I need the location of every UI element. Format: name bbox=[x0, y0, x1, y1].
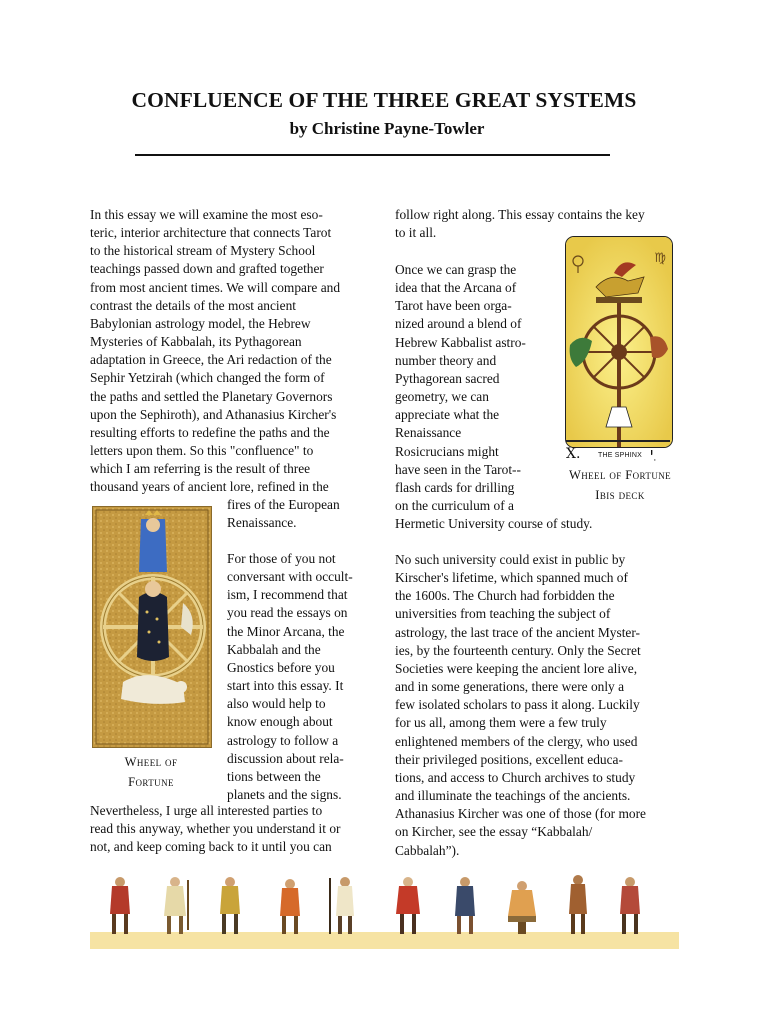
paragraph-line: follow right along. This essay contains the key bbox=[395, 207, 645, 222]
frieze-figure bbox=[220, 877, 240, 934]
paragraph-line: their privileged positions, excellent educa- bbox=[395, 751, 623, 767]
frieze-figure bbox=[455, 877, 475, 934]
author-byline: by Christine Payne-Towler bbox=[289, 119, 485, 138]
paragraph-line: conversant with occult- bbox=[227, 569, 353, 585]
frieze-figure bbox=[508, 881, 536, 934]
paragraph-line: resulting efforts to redefine the paths and the bbox=[90, 424, 330, 440]
sphinx-card-baseline bbox=[566, 440, 670, 442]
paragraph-line: astrology to follow a bbox=[227, 732, 339, 748]
paragraph-line: Sephir Yetzirah (which changed the form of bbox=[90, 370, 325, 386]
paragraph-line: the Minor Arcana, the bbox=[227, 623, 345, 639]
paragraph-line: fires of the European bbox=[227, 497, 340, 512]
paragraph-line: ies, by the fourteenth century. Only the Secret bbox=[395, 642, 641, 658]
right-column-full bbox=[395, 515, 685, 533]
caption-line: Wheel of Fortune bbox=[568, 468, 672, 482]
paragraph-line: Pythagorean sacred bbox=[395, 370, 500, 386]
left-column-bottom bbox=[90, 802, 385, 856]
paragraph-line: start into this essay. It bbox=[227, 678, 344, 694]
frieze-figure bbox=[110, 877, 130, 934]
paragraph-line: and illuminate the teachings of the ancients. bbox=[395, 788, 631, 804]
paragraph-line: Nevertheless, I urge all interested parties to bbox=[90, 803, 323, 818]
frieze-figure bbox=[396, 877, 420, 934]
paragraph-line: flash cards for drilling bbox=[395, 479, 515, 495]
virgo-glyph: ♍ bbox=[654, 251, 666, 266]
paragraph-line: number theory and bbox=[395, 352, 497, 368]
paragraph-line: upon the Sephiroth), and Athanasius Kircher's bbox=[90, 406, 337, 422]
sphinx-card-illustration bbox=[566, 237, 672, 447]
paragraph-line: to it all. bbox=[395, 225, 437, 241]
paragraph-line: planets and the signs. bbox=[227, 787, 342, 803]
paragraph-line: universities from teaching the subject of bbox=[395, 606, 611, 622]
paragraph-line: also would help to bbox=[227, 696, 326, 712]
paragraph-line: ism, I recommend that bbox=[227, 587, 348, 603]
caption-line: Fortune bbox=[128, 775, 174, 789]
frieze-figure bbox=[280, 879, 300, 934]
paragraph-line: discussion about rela- bbox=[227, 750, 344, 766]
paragraph-line: which I am referring is the result of three bbox=[90, 461, 311, 477]
paragraph-line: on Kircher, see the essay “Kabbalah/ bbox=[395, 824, 593, 840]
paragraph-line: geometry, we can bbox=[395, 389, 489, 405]
paragraph-line: Once we can grasp the bbox=[395, 262, 517, 277]
paragraph-line: you read the essays on bbox=[227, 605, 348, 621]
frieze-figure bbox=[164, 877, 189, 934]
paragraph-line: read this anyway, whether you understand it or bbox=[90, 821, 341, 837]
wheel-of-fortune-card-image bbox=[92, 506, 212, 748]
page-title: CONFLUENCE OF THE THREE GREAT SYSTEMS bbox=[131, 88, 637, 112]
right-figure-caption bbox=[545, 465, 695, 505]
paragraph-line: not, and keep coming back to it until you can bbox=[90, 839, 332, 855]
paragraph-line: Cabbalah”). bbox=[395, 842, 460, 858]
paragraph-line: Babylonian astrology model, the Hebrew bbox=[90, 315, 311, 331]
paragraph-line: on the curriculum of a bbox=[395, 498, 514, 514]
card-numeral: X. bbox=[566, 446, 581, 462]
left-column-wrap-a bbox=[227, 496, 387, 532]
paragraph-line: teachings passed down and grafted together bbox=[90, 261, 324, 277]
paragraph-line: few isolated scholars to pass it along. Luckily bbox=[395, 697, 640, 713]
paragraph-line: In this essay we will examine the most eso- bbox=[90, 207, 323, 222]
frieze-figure bbox=[569, 875, 587, 934]
paragraph-line: Kirscher's lifetime, which spanned much of bbox=[395, 570, 628, 586]
title-divider bbox=[135, 154, 610, 156]
paragraph-line: Renaissance. bbox=[227, 515, 297, 531]
right-column-wrap bbox=[395, 261, 560, 515]
paragraph-line: Hebrew Kabbalist astro- bbox=[395, 334, 526, 350]
frieze-figure bbox=[620, 877, 640, 934]
paragraph-line: Rosicrucians might bbox=[395, 443, 499, 459]
paragraph-line: tions, and access to Church archives to study bbox=[395, 769, 636, 785]
paragraph-line: know enough about bbox=[227, 714, 333, 730]
caption-line: Wheel of bbox=[124, 755, 178, 769]
hebrew-letter: ִי bbox=[650, 444, 654, 462]
paragraph-line: idea that the Arcana of bbox=[395, 280, 517, 296]
paragraph-line: enlightened members of the clergy, who used bbox=[395, 733, 638, 749]
paragraph-line: the paths and settled the Planetary Governors bbox=[90, 388, 333, 404]
paragraph-line: contrast the details of the most ancient bbox=[90, 297, 297, 313]
paragraph-line: Gnostics before you bbox=[227, 659, 335, 675]
paragraph-line: Renaissance bbox=[395, 425, 462, 441]
paragraph-line: to the historical stream of Mystery School bbox=[90, 243, 316, 259]
paragraph-line: Athanasius Kircher was one of those (for more bbox=[395, 806, 646, 822]
left-column-wrap-b bbox=[227, 550, 387, 804]
paragraph-line: adaptation in Greece, the Ari redaction of the bbox=[90, 352, 332, 368]
paragraph-line: and in some generations, there were only a bbox=[395, 679, 625, 695]
tarot-figures-frieze bbox=[90, 872, 679, 942]
card-name: THE SPHINX bbox=[598, 452, 643, 459]
paragraph-line: For those of you not bbox=[227, 551, 336, 566]
right-column-bottom bbox=[395, 551, 685, 860]
left-column-top bbox=[90, 206, 380, 497]
paragraph-line: nized around a blend of bbox=[395, 316, 522, 332]
paragraph-line: from most ancient times. We will compare and bbox=[90, 279, 341, 295]
paragraph-line: teric, interior architecture that connects Tarot bbox=[90, 225, 332, 241]
paragraph-line: Societies were keeping the ancient lore alive, bbox=[395, 660, 638, 676]
paragraph-line: thousand years of ancient lore, refined in the bbox=[90, 479, 329, 495]
paragraph-line: Tarot have been orga- bbox=[395, 298, 512, 314]
paragraph-line: have seen in the Tarot-- bbox=[395, 461, 521, 477]
paragraph-line: No such university could exist in public by bbox=[395, 552, 626, 567]
caption-line: Ibis deck bbox=[595, 488, 645, 502]
paragraph-line: letters upon them. So this "confluence" to bbox=[90, 443, 314, 459]
paragraph-line: the 1600s. The Church had forbidden the bbox=[395, 588, 615, 604]
frieze-figure bbox=[329, 877, 354, 934]
paragraph-line: astrology, the last trace of the ancient Myster- bbox=[395, 624, 641, 640]
left-figure-caption bbox=[92, 752, 210, 792]
wheel-card-illustration bbox=[93, 507, 211, 747]
paragraph-line: for us all, among them were a few truly bbox=[395, 715, 607, 731]
sphinx-card-image bbox=[565, 236, 673, 448]
paragraph-line: tions between the bbox=[227, 768, 321, 784]
paragraph-line: Hermetic University course of study. bbox=[395, 516, 593, 531]
paragraph-line: Mysteries of Kabbalah, its Pythagorean bbox=[90, 334, 302, 350]
paragraph-line: Kabbalah and the bbox=[227, 641, 321, 657]
paragraph-line: appreciate what the bbox=[395, 407, 500, 423]
